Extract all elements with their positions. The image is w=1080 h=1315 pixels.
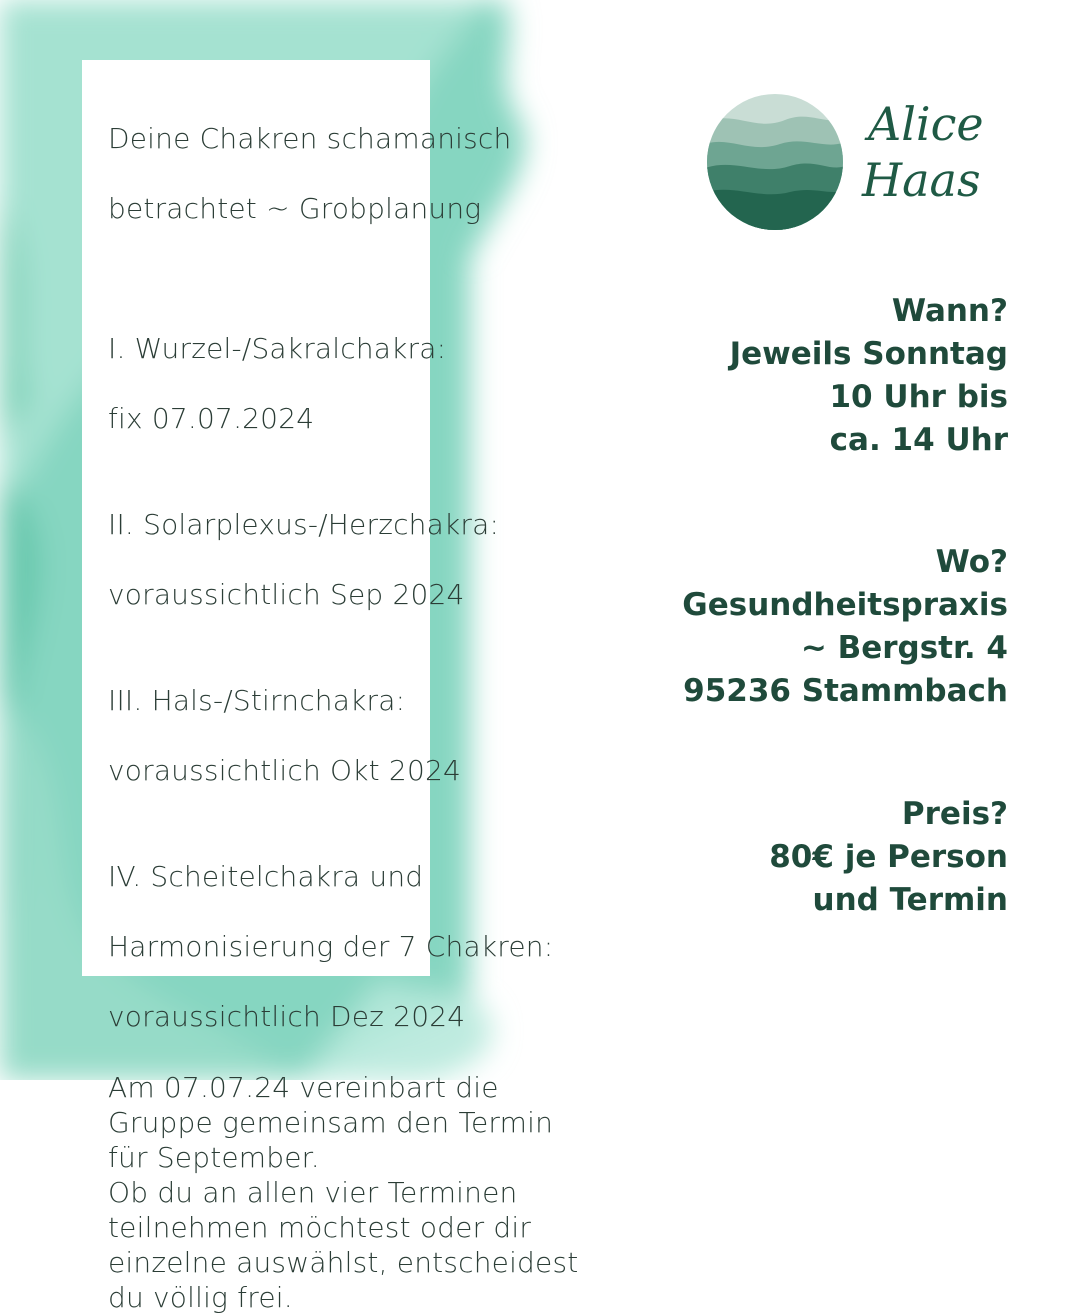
schedule-item-1	[108, 296, 648, 436]
schedule-text	[108, 86, 648, 1315]
note-line: du völlig frei.	[108, 1281, 293, 1314]
when-line: ca. 14 Uhr	[829, 422, 1008, 458]
where-info	[588, 541, 1008, 713]
when-info	[588, 290, 1008, 462]
item-title: IV. Scheitelchakra und	[108, 860, 424, 893]
item-title: I. Wurzel-/Sakralchakra:	[108, 332, 447, 365]
where-heading: Wo?	[935, 544, 1008, 580]
schedule-item-4	[108, 824, 648, 1034]
heading-line-2: betrachtet ~ Grobplanung	[108, 192, 482, 225]
brand-first-name: Alice	[868, 97, 984, 151]
note-line: Am 07.07.24 vereinbart die	[108, 1071, 499, 1104]
price-info	[588, 793, 1008, 922]
note-line: für September.	[108, 1141, 320, 1174]
when-line: 10 Uhr bis	[829, 379, 1008, 415]
schedule-note	[108, 1070, 648, 1315]
item-title-2: Harmonisierung der 7 Chakren:	[108, 930, 554, 963]
note-line: einzelne auswählst, entscheidest	[108, 1246, 579, 1279]
note-line: teilnehmen möchtest oder dir	[108, 1211, 532, 1244]
brand-name	[862, 96, 1012, 208]
note-line: Ob du an allen vier Terminen	[108, 1176, 518, 1209]
item-title: III. Hals-/Stirnchakra:	[108, 684, 406, 717]
brand-last-name: Haas	[862, 153, 981, 207]
schedule-heading	[108, 86, 648, 226]
schedule-item-2	[108, 472, 648, 612]
price-line: 80€ je Person	[769, 839, 1008, 875]
item-date: voraussichtlich Sep 2024	[108, 578, 465, 611]
logo-circle-icon	[705, 92, 845, 232]
when-line: Jeweils Sonntag	[729, 336, 1008, 372]
where-line: 95236 Stammbach	[683, 673, 1008, 709]
price-heading: Preis?	[901, 796, 1008, 832]
schedule-item-3	[108, 648, 648, 788]
item-date: voraussichtlich Dez 2024	[108, 1000, 466, 1033]
item-date: voraussichtlich Okt 2024	[108, 754, 461, 787]
where-line: ~ Bergstr. 4	[800, 630, 1008, 666]
item-title: II. Solarplexus-/Herzchakra:	[108, 508, 500, 541]
heading-line-1: Deine Chakren schamanisch	[108, 122, 512, 155]
where-line: Gesundheitspraxis	[682, 587, 1008, 623]
note-line: Gruppe gemeinsam den Termin	[108, 1106, 554, 1139]
price-line: und Termin	[812, 882, 1008, 918]
item-date: fix 07.07.2024	[108, 402, 315, 435]
when-heading: Wann?	[891, 293, 1008, 329]
